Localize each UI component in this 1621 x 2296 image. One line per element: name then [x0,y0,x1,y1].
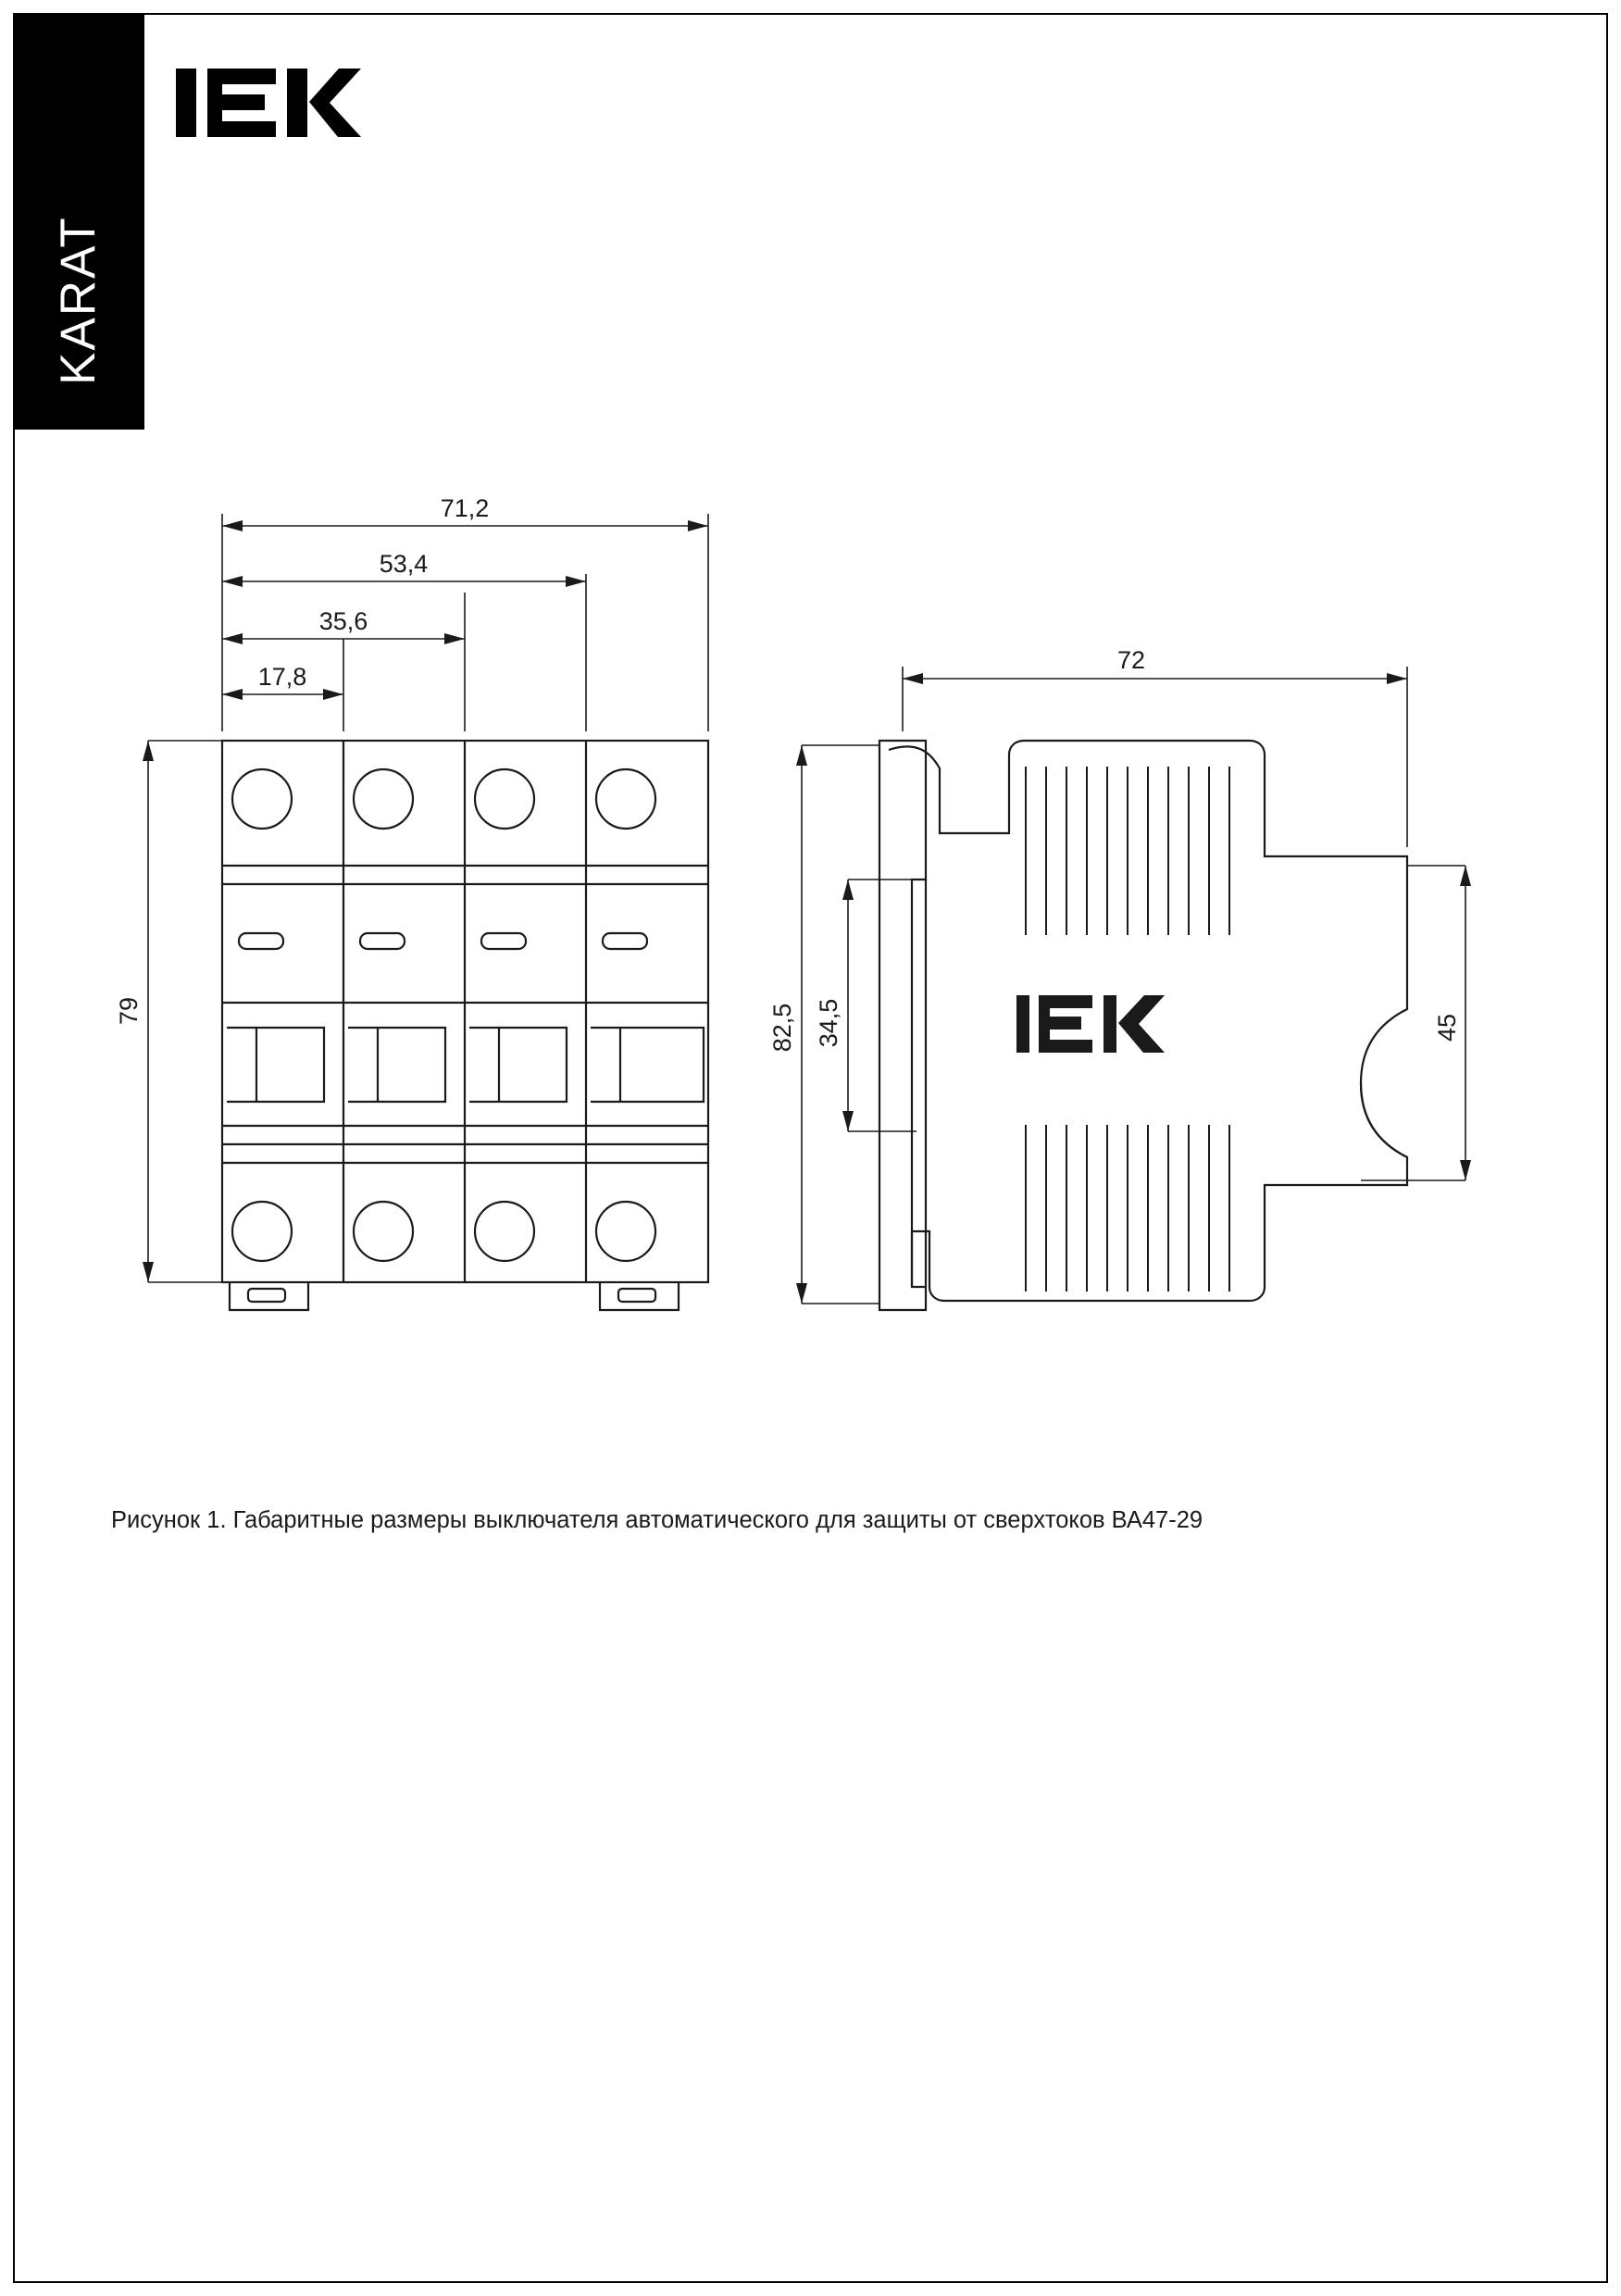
dim-width-three-pole: 53,4 [379,550,429,578]
brand-tab-label: KARAT [51,216,106,385]
dim-din-height: 34,5 [815,998,842,1048]
iek-logo [176,61,361,144]
dim-width-total: 71,2 [440,494,490,522]
brand-tab [15,15,144,430]
dim-height-front: 79 [115,996,143,1026]
page-border [13,13,1608,2283]
figure-caption: Рисунок 1. Габаритные размеры выключателя автоматического для защиты от сверхтоков ВА47-29 [111,1507,1203,1533]
dim-width-one-pole: 17,8 [257,663,307,691]
dim-depth-total: 72 [1116,646,1146,674]
dim-height-side: 82,5 [768,1003,796,1053]
dim-front-depth: 45 [1433,1013,1461,1042]
dim-width-two-pole: 35,6 [318,607,368,635]
